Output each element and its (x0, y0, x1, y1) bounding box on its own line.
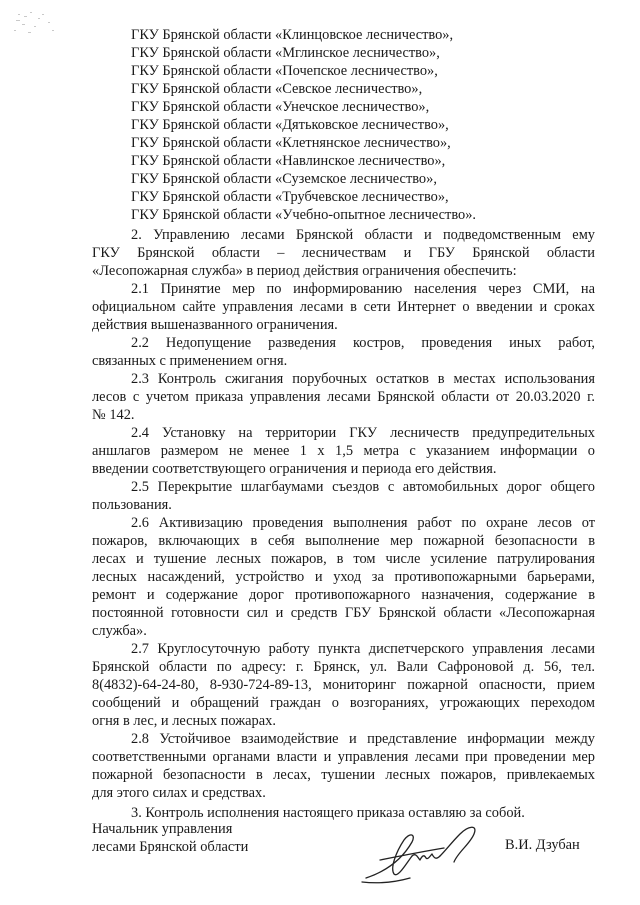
signer-position: Начальник управления (92, 821, 233, 837)
paragraph-2-7-line: сообщений и обращений граждан о возгораниях, угрожающих переходом (92, 695, 595, 711)
paragraph-2-6-line: постоянной готовности сил и средств ГБУ Брянской области «Лесопожарная (92, 605, 595, 621)
paragraph-2-line: 2. Управлению лесами Брянской области и подведомственным ему (131, 227, 595, 243)
paragraph-2-2-line: связанных с применением огня. (92, 353, 288, 369)
paragraph-2-6-line: пожаров, включающих в себя выполнение мер пожарной безопасности в (92, 533, 595, 549)
forestry-item: ГКУ Брянской области «Суземское лесничество», (131, 171, 437, 187)
paragraph-2-6-line: лесных насаждений, устройство и уход за противопожарными барьерами, (92, 569, 595, 585)
paragraph-2-8-line: пожарной безопасности в лесах, тушении лесных пожаров, привлекаемых (92, 767, 595, 783)
paragraph-2-4-line: 2.4 Установку на территории ГКУ лесничеств предупредительных (131, 425, 595, 441)
paragraph-2-6-line: служба». (92, 623, 147, 639)
paragraph-2-5-line: пользования. (92, 497, 172, 513)
paragraph-2-line: ГКУ Брянской области – лесничествам и ГБУ Брянской области (92, 245, 595, 261)
signer-position: лесами Брянской области (92, 839, 249, 855)
paragraph-2-4-line: введении соответствующего ограничения и периода его действия. (92, 461, 497, 477)
forestry-item: ГКУ Брянской области «Учебно-опытное лесничество». (131, 207, 477, 223)
paragraph-2-1-line: действия вышеназванного ограничения. (92, 317, 338, 333)
paragraph-2-8-line: для этого силах и средствах. (92, 785, 266, 801)
forestry-item: ГКУ Брянской области «Почепское лесничество», (131, 63, 438, 79)
scan-artifact (8, 6, 68, 46)
paragraph-2-5-line: 2.5 Перекрытие шлагбаумами съездов с автомобильных дорог общего (131, 479, 595, 495)
signer-name: В.И. Дзубан (505, 837, 580, 853)
paragraph-2-line: «Лесопожарная служба» в период действия ограничения обеспечить: (92, 263, 517, 279)
forestry-item: ГКУ Брянской области «Дятьковское лесничество», (131, 117, 449, 133)
paragraph-2-2-line: 2.2 Недопущение разведения костров, проведения иных работ, (131, 335, 595, 351)
forestry-item: ГКУ Брянской области «Клетнянское лесничество», (131, 135, 451, 151)
paragraph-2-6-line: ремонт и содержание дорог противопожарного назначения, содержание в (92, 587, 595, 603)
paragraph-2-3-line: № 142. (92, 407, 135, 423)
forestry-item: ГКУ Брянской области «Севское лесничество», (131, 81, 423, 97)
paragraph-2-4-line: аншлагов размером не менее 1 х 1,5 метра с указанием информации о (92, 443, 595, 459)
paragraph-2-7-line: 2.7 Круглосуточную работу пункта диспетчерского управления лесами (131, 641, 595, 657)
paragraph-2-3-line: лесов с учетом приказа управления лесами Брянской области от 20.03.2020 г. (92, 389, 595, 405)
paragraph-2-3-line: 2.3 Контроль сжигания порубочных остатков в местах использования (131, 371, 595, 387)
forestry-item: ГКУ Брянской области «Унечское лесничество», (131, 99, 430, 115)
paragraph-2-7-line: Брянской области по адресу: г. Брянск, ул. Вали Сафроновой д. 56, тел. (92, 659, 595, 675)
forestry-item: ГКУ Брянской области «Клинцовское лесничество», (131, 27, 454, 43)
forestry-item: ГКУ Брянской области «Мглинское лесничество», (131, 45, 440, 61)
paragraph-3-line: 3. Контроль исполнения настоящего приказа оставляю за собой. (131, 805, 525, 821)
forestry-item: ГКУ Брянской области «Навлинское лесничество», (131, 153, 446, 169)
handwritten-signature (360, 812, 500, 892)
paragraph-2-1-line: официальном сайте управления лесами в сети Интернет о введении и сроках (92, 299, 595, 315)
paragraph-2-7-line: 8(4832)-64-24-80, 8-930-724-89-13, мониторинг пожарной опасности, прием (92, 677, 595, 693)
paragraph-2-1-line: 2.1 Принятие мер по информированию населения через СМИ, на (131, 281, 595, 297)
paragraph-2-6-line: 2.6 Активизацию проведения выполнения работ по охране лесов от (131, 515, 595, 531)
paragraph-2-6-line: лесах и тушение лесных пожаров, в том числе усиление патрулирования (92, 551, 595, 567)
forestry-item: ГКУ Брянской области «Трубчевское лесничество», (131, 189, 449, 205)
paragraph-2-8-line: 2.8 Устойчивое взаимодействие и представление информации между (131, 731, 595, 747)
paragraph-2-7-line: огня в лес, и лесных пожарах. (92, 713, 276, 729)
paragraph-2-8-line: соответственными органами власти и управления лесами при проведении мер (92, 749, 595, 765)
